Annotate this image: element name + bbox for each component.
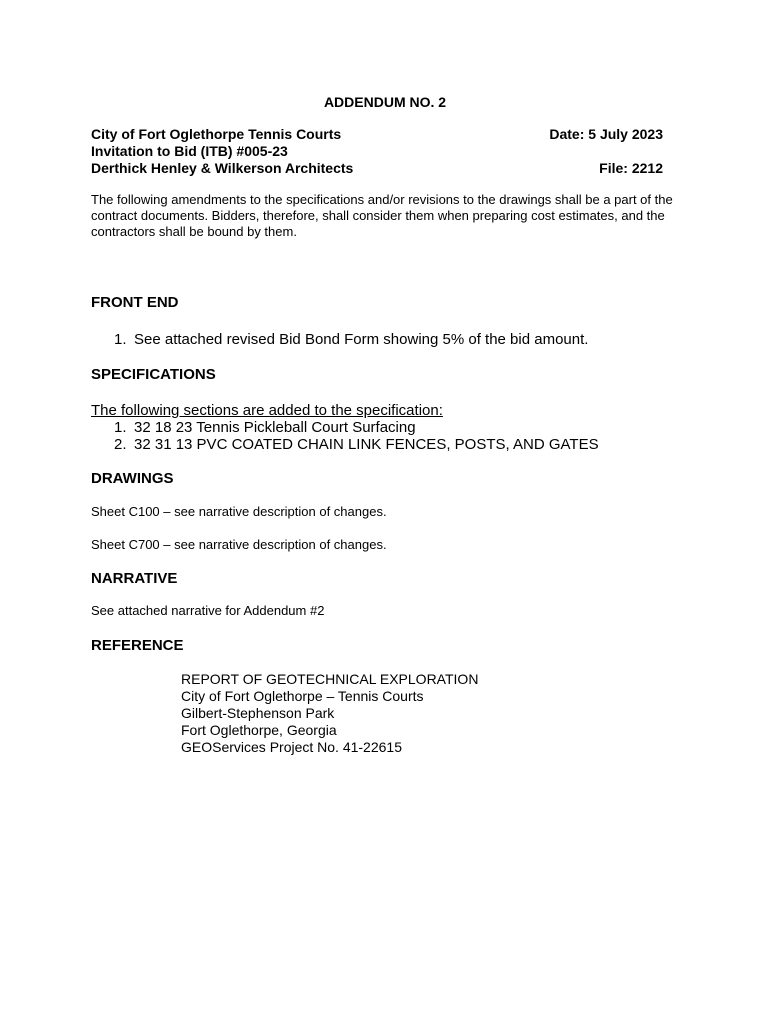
project-name: City of Fort Oglethorpe Tennis Courts: [91, 126, 342, 142]
reference-line: Gilbert-Stephenson Park: [181, 705, 335, 721]
document-title: ADDENDUM NO. 2: [323, 94, 447, 110]
reference-line: City of Fort Oglethorpe – Tennis Courts: [181, 688, 424, 704]
list-item: [114, 419, 416, 436]
document-date: Date: 5 July 2023: [549, 126, 663, 142]
specifications-heading: SPECIFICATIONS: [91, 366, 216, 383]
front-end-heading: FRONT END: [91, 294, 179, 311]
list-item: [114, 331, 588, 348]
list-text: See attached revised Bid Bond Form showing 5% of the bid amount.: [134, 331, 589, 348]
list-text: 32 18 23 Tennis Pickleball Court Surfacing: [134, 419, 416, 436]
itb-number: Invitation to Bid (ITB) #005-23: [91, 143, 288, 159]
file-number: File: 2212: [599, 160, 663, 176]
drawing-note: Sheet C100 – see narrative description of changes.: [91, 504, 387, 519]
list-text: 32 31 13 PVC COATED CHAIN LINK FENCES, POSTS, AND GATES: [134, 436, 599, 453]
reference-line: GEOServices Project No. 41-22615: [181, 739, 402, 755]
reference-line: REPORT OF GEOTECHNICAL EXPLORATION: [181, 671, 479, 687]
drawings-heading: DRAWINGS: [91, 470, 174, 487]
narrative-text: See attached narrative for Addendum #2: [91, 603, 325, 618]
intro-paragraph: The following amendments to the specifications and/or revisions to the drawings shall be a part of the contract documents. Bidders, therefore, shall consider them when preparing cost estimates, and the contractors shall be bound by them.: [91, 192, 673, 239]
drawing-note: Sheet C700 – see narrative description of changes.: [91, 537, 387, 552]
reference-heading: REFERENCE: [91, 637, 184, 654]
list-item: [114, 436, 599, 453]
list-number: 1.: [114, 419, 127, 436]
list-number: 1.: [114, 331, 127, 348]
reference-line: Fort Oglethorpe, Georgia: [181, 722, 337, 738]
architect-name: Derthick Henley & Wilkerson Architects: [91, 160, 354, 176]
specifications-lead: The following sections are added to the specification:: [91, 402, 443, 419]
list-number: 2.: [114, 436, 127, 453]
narrative-heading: NARRATIVE: [91, 570, 178, 587]
